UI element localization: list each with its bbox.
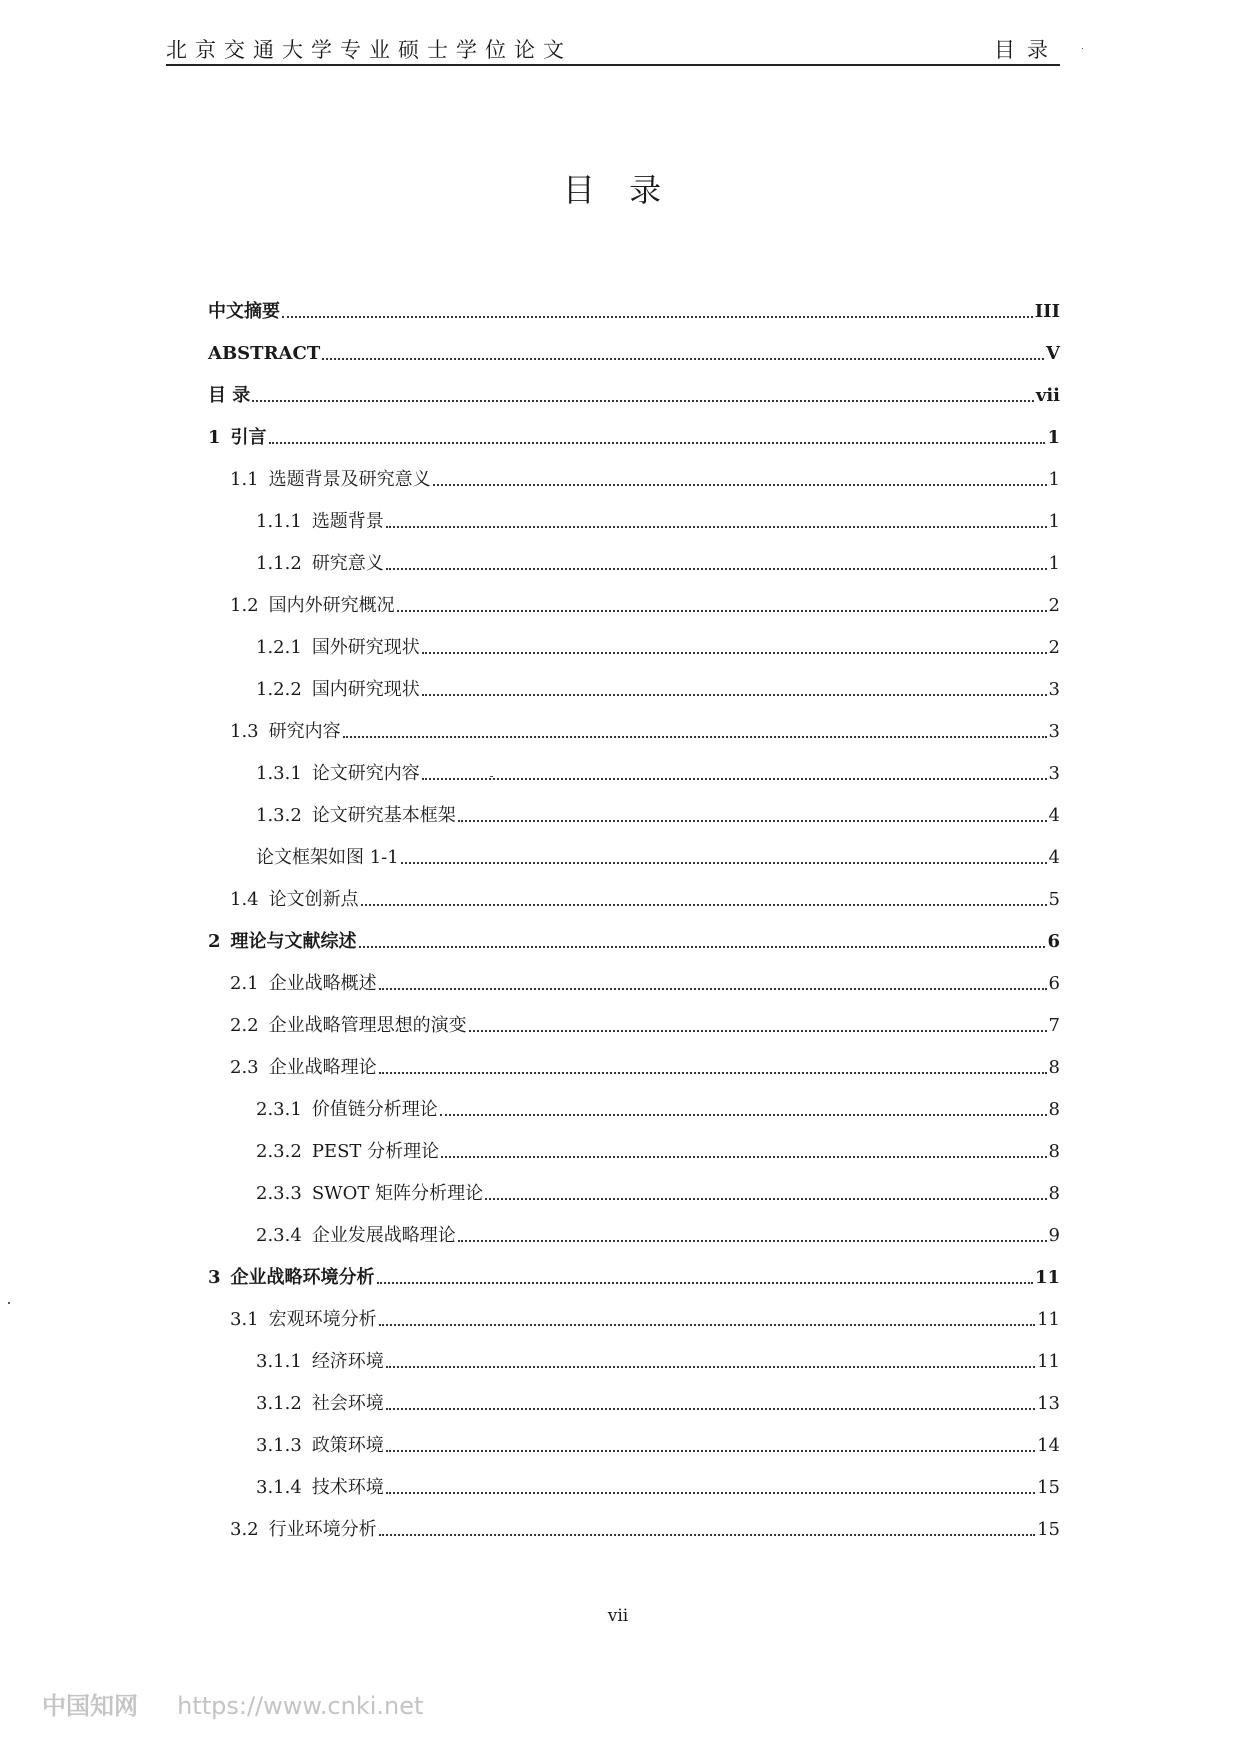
toc-leader-dots	[401, 862, 1047, 864]
toc-entry-label	[256, 552, 384, 578]
header-section-name: 目录	[994, 38, 1060, 62]
toc-entry-number: 1.1.1	[256, 511, 302, 532]
toc-entry-text: 研究意义	[311, 553, 384, 574]
toc-page-number: 4	[1048, 847, 1060, 868]
toc-entry-number: 1	[208, 427, 221, 448]
toc-entry-number: 2.1	[230, 973, 259, 994]
toc-entry-text: ABSTRACT	[208, 343, 321, 364]
toc-page-number: 2	[1048, 595, 1060, 616]
toc-entry-text: 论文研究基本框架	[311, 805, 456, 826]
toc-page-number: 1	[1047, 427, 1060, 448]
toc-entry-label	[256, 1434, 384, 1460]
toc-entry[interactable]	[208, 452, 1060, 494]
toc-entry-number: 2.3.2	[256, 1141, 302, 1162]
toc-entry-text: 国内研究现状	[311, 679, 420, 700]
toc-leader-dots	[485, 1198, 1046, 1200]
toc-entry-label	[256, 846, 399, 872]
toc-entry[interactable]	[208, 956, 1060, 998]
toc-page-number: 1	[1048, 511, 1060, 532]
toc-leader-dots	[440, 1114, 1047, 1116]
toc-entry-number: 1.3.2	[256, 805, 302, 826]
toc-page-number: 8	[1048, 1057, 1060, 1078]
toc-entry-number: 3	[208, 1267, 221, 1288]
toc-leader-dots	[322, 358, 1044, 360]
toc-entry[interactable]	[208, 1502, 1060, 1544]
toc-leader-dots	[441, 1156, 1046, 1158]
toc-entry-label	[208, 426, 267, 452]
toc-entry[interactable]	[208, 536, 1060, 578]
toc-entry[interactable]	[208, 1208, 1060, 1250]
toc-page-number: 2	[1048, 637, 1060, 658]
toc-leader-dots	[422, 694, 1047, 696]
toc-page-number: V	[1046, 343, 1060, 364]
toc-entry-number: 2	[208, 931, 221, 952]
toc-page-number: 4	[1048, 805, 1060, 826]
scan-speck	[8, 1302, 10, 1304]
toc-entry-text: 论文框架如图 1-1	[256, 847, 399, 868]
toc-entry[interactable]	[208, 704, 1060, 746]
toc-entry-text: SWOT 矩阵分析理论	[311, 1183, 484, 1204]
toc-entry-label	[230, 972, 377, 998]
toc-entry-text: 国外研究现状	[311, 637, 420, 658]
toc-entry-number: 3.1.4	[256, 1477, 302, 1498]
toc-entry-label	[230, 888, 359, 914]
toc-entry-label	[208, 342, 320, 368]
header-thesis-title: 北京交通大学专业硕士学位论文	[166, 38, 572, 62]
toc-entry-text: 选题背景	[311, 511, 384, 532]
toc-entry-label	[230, 1056, 377, 1082]
toc-leader-dots	[386, 1366, 1035, 1368]
toc-entry[interactable]	[208, 578, 1060, 620]
toc-entry-label	[208, 300, 280, 326]
toc-page-number: 8	[1048, 1183, 1060, 1204]
toc-leader-dots	[379, 988, 1047, 990]
toc-leader-dots	[386, 1492, 1035, 1494]
toc-entry-number: 2.3.3	[256, 1183, 302, 1204]
toc-entry-text: 理论与文献综述	[230, 931, 357, 952]
toc-leader-dots	[422, 778, 1047, 780]
toc-entry-label	[256, 762, 420, 788]
toc-leader-dots	[386, 526, 1047, 528]
toc-entry[interactable]	[208, 368, 1060, 410]
running-header	[166, 36, 1060, 66]
toc-entry[interactable]	[208, 788, 1060, 830]
toc-entry-number: 1.3	[230, 721, 259, 742]
toc-leader-dots	[458, 820, 1047, 822]
toc-page-number: 1	[1048, 553, 1060, 574]
toc-page-number: 15	[1037, 1477, 1060, 1498]
toc-entry[interactable]	[208, 284, 1060, 326]
toc-entry[interactable]	[208, 1292, 1060, 1334]
toc-entry[interactable]	[208, 1460, 1060, 1502]
toc-entry[interactable]	[208, 662, 1060, 704]
toc-entry-text: 国内外研究概况	[268, 595, 395, 616]
toc-entry-label	[230, 1308, 377, 1334]
toc-entry-label	[256, 1392, 384, 1418]
toc-entry-label	[230, 720, 341, 746]
toc-entry-label	[256, 1476, 384, 1502]
toc-leader-dots	[343, 736, 1047, 738]
toc-page-number: 14	[1037, 1435, 1060, 1456]
toc-entry[interactable]	[208, 1082, 1060, 1124]
toc-page-number: 11	[1037, 1309, 1060, 1330]
toc-entry-text: 企业战略理论	[268, 1057, 377, 1078]
toc-entry-label	[256, 678, 420, 704]
toc-leader-dots	[379, 1324, 1035, 1326]
toc-entry-text: 企业战略概述	[268, 973, 377, 994]
toc-entry-label	[256, 804, 456, 830]
toc-entry-label	[208, 1266, 375, 1292]
toc-entry-text: 论文创新点	[268, 889, 359, 910]
toc-entry[interactable]	[208, 998, 1060, 1040]
toc-entry-text: PEST 分析理论	[311, 1141, 440, 1162]
toc-entry-text: 社会环境	[311, 1393, 384, 1414]
toc-entry-text: 企业发展战略理论	[311, 1225, 456, 1246]
toc-entry[interactable]	[208, 746, 1060, 788]
toc-entry-number: 3.1.2	[256, 1393, 302, 1414]
toc-page-number: 11	[1034, 1267, 1060, 1288]
toc-leader-dots	[386, 1408, 1035, 1410]
toc-entry-text: 中文摘要	[208, 301, 280, 322]
toc-entry[interactable]	[208, 410, 1060, 452]
table-of-contents	[208, 284, 1060, 1544]
toc-entry-label	[230, 1014, 467, 1040]
toc-entry-label	[230, 594, 395, 620]
toc-entry[interactable]	[208, 1376, 1060, 1418]
toc-entry-text: 政策环境	[311, 1435, 384, 1456]
toc-entry[interactable]	[208, 326, 1060, 368]
toc-entry-label	[256, 1224, 456, 1250]
toc-entry-label	[256, 1140, 439, 1166]
toc-entry-label	[230, 468, 431, 494]
toc-entry-text: 目 录	[208, 385, 251, 406]
toc-entry-label	[208, 930, 357, 956]
toc-page-number: 3	[1048, 763, 1060, 784]
toc-page-number: 15	[1037, 1519, 1060, 1540]
toc-leader-dots	[361, 904, 1047, 906]
toc-entry-text: 价值链分析理论	[311, 1099, 438, 1120]
toc-entry[interactable]	[208, 872, 1060, 914]
toc-entry-number: 2.3.4	[256, 1225, 302, 1246]
toc-entry-number: 2.3.1	[256, 1099, 302, 1120]
toc-page-number: 9	[1048, 1225, 1060, 1246]
page-number: vii	[607, 1606, 629, 1626]
toc-page-number: 1	[1048, 469, 1060, 490]
toc-entry-number: 3.1	[230, 1309, 259, 1330]
toc-entry-number: 3.2	[230, 1519, 259, 1540]
scan-speck	[1082, 48, 1083, 49]
toc-entry-number: 1.3.1	[256, 763, 302, 784]
toc-entry-number: 1.1.2	[256, 553, 302, 574]
toc-page-number: vii	[1035, 385, 1060, 406]
toc-page-number: 8	[1048, 1141, 1060, 1162]
toc-leader-dots	[386, 1450, 1035, 1452]
toc-entry-number: 1.1	[230, 469, 259, 490]
toc-entry-number: 1.4	[230, 889, 259, 910]
toc-entry-number: 2.3	[230, 1057, 259, 1078]
toc-entry-number: 3.1.3	[256, 1435, 302, 1456]
toc-entry[interactable]	[208, 620, 1060, 662]
toc-entry-text: 经济环境	[311, 1351, 384, 1372]
toc-entry-label	[256, 636, 420, 662]
toc-entry[interactable]	[208, 1334, 1060, 1376]
toc-entry-label	[256, 1098, 438, 1124]
toc-page-number: 6	[1047, 931, 1060, 952]
toc-entry-number: 1.2.2	[256, 679, 302, 700]
toc-entry-text: 技术环境	[311, 1477, 384, 1498]
watermark-brand: 中国知网	[42, 1692, 138, 1720]
toc-entry-number: 2.2	[230, 1015, 259, 1036]
toc-leader-dots	[252, 400, 1034, 402]
toc-page-number: 6	[1048, 973, 1060, 994]
toc-page-number: 13	[1037, 1393, 1060, 1414]
toc-entry-text: 企业战略管理思想的演变	[268, 1015, 467, 1036]
toc-leader-dots	[377, 1282, 1033, 1284]
toc-entry-number: 1.2.1	[256, 637, 302, 658]
toc-page-number: 7	[1048, 1015, 1060, 1036]
toc-entry-number: 1.2	[230, 595, 259, 616]
toc-entry-text: 论文研究内容	[311, 763, 420, 784]
toc-entry-number: 3.1.1	[256, 1351, 302, 1372]
toc-page-number: 8	[1048, 1099, 1060, 1120]
toc-entry[interactable]	[208, 830, 1060, 872]
toc-entry-text: 引言	[230, 427, 267, 448]
toc-page-number: 11	[1037, 1351, 1060, 1372]
watermark-url: https://www.cnki.net	[177, 1692, 424, 1720]
toc-page-number: 3	[1048, 721, 1060, 742]
toc-leader-dots	[269, 442, 1046, 444]
toc-entry[interactable]	[208, 1040, 1060, 1082]
toc-entry-label	[208, 384, 250, 410]
toc-entry-label	[256, 1182, 483, 1208]
toc-leader-dots	[422, 652, 1047, 654]
toc-entry-text: 行业环境分析	[268, 1519, 377, 1540]
toc-entry[interactable]	[208, 1166, 1060, 1208]
toc-entry[interactable]	[208, 1124, 1060, 1166]
toc-entry[interactable]	[208, 914, 1060, 956]
toc-entry[interactable]	[208, 1250, 1060, 1292]
toc-entry[interactable]	[208, 494, 1060, 536]
toc-page-number: 3	[1048, 679, 1060, 700]
toc-entry-text: 选题背景及研究意义	[268, 469, 431, 490]
toc-entry-label	[230, 1518, 377, 1544]
toc-page-number: 5	[1048, 889, 1060, 910]
toc-leader-dots	[386, 568, 1047, 570]
toc-leader-dots	[282, 316, 1033, 318]
toc-entry[interactable]	[208, 1418, 1060, 1460]
watermark	[42, 1686, 423, 1721]
toc-leader-dots	[359, 946, 1046, 948]
toc-leader-dots	[469, 1030, 1047, 1032]
toc-entry-text: 宏观环境分析	[268, 1309, 377, 1330]
scan-speck	[490, 776, 493, 777]
toc-entry-label	[256, 510, 384, 536]
toc-leader-dots	[379, 1534, 1035, 1536]
toc-heading: 目 录	[562, 171, 674, 209]
toc-leader-dots	[433, 484, 1047, 486]
toc-entry-text: 企业战略环境分析	[230, 1267, 375, 1288]
toc-leader-dots	[458, 1240, 1047, 1242]
toc-page-number: III	[1034, 301, 1060, 322]
toc-entry-text: 研究内容	[268, 721, 341, 742]
toc-leader-dots	[397, 610, 1047, 612]
toc-leader-dots	[379, 1072, 1047, 1074]
toc-entry-label	[256, 1350, 384, 1376]
